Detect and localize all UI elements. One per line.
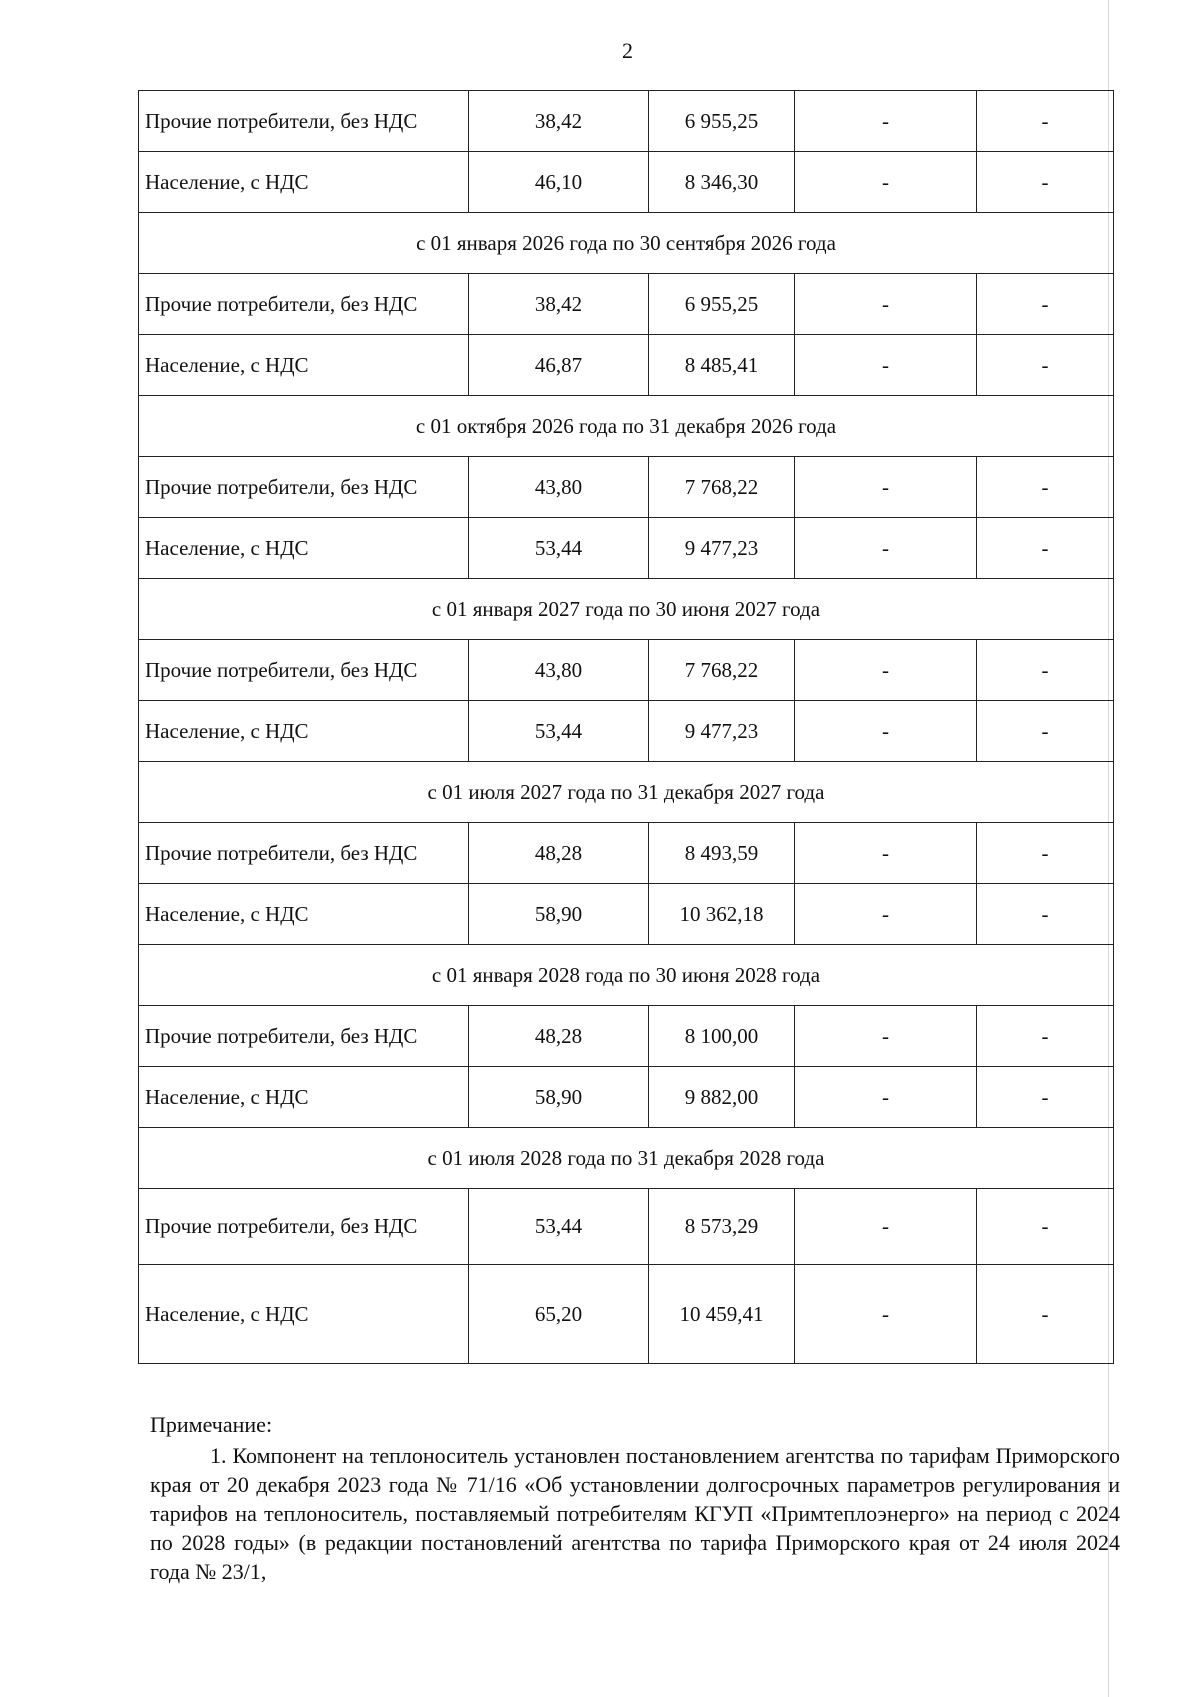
period-heading: с 01 января 2028 года по 30 июня 2028 года <box>139 945 1114 1006</box>
empty-value-cell: - <box>795 274 977 335</box>
value-cell: 43,80 <box>469 640 649 701</box>
period-heading: с 01 июля 2027 года по 31 декабря 2027 года <box>139 762 1114 823</box>
empty-value-cell: - <box>977 152 1114 213</box>
consumer-cell: Население, с НДС <box>139 884 469 945</box>
table-row <box>139 1189 1114 1265</box>
value-cell: 8 485,41 <box>649 335 795 396</box>
value-cell: 6 955,25 <box>649 274 795 335</box>
empty-value-cell: - <box>795 1265 977 1364</box>
table-row <box>139 884 1114 945</box>
table-row <box>139 457 1114 518</box>
empty-value-cell: - <box>795 518 977 579</box>
value-cell: 38,42 <box>469 91 649 152</box>
consumer-cell: Прочие потребители, без НДС <box>139 274 469 335</box>
consumer-cell: Население, с НДС <box>139 701 469 762</box>
consumer-cell: Население, с НДС <box>139 335 469 396</box>
period-row <box>139 579 1114 640</box>
value-cell: 8 346,30 <box>649 152 795 213</box>
empty-value-cell: - <box>795 1189 977 1265</box>
empty-value-cell: - <box>977 91 1114 152</box>
table-row <box>139 701 1114 762</box>
consumer-cell: Прочие потребители, без НДС <box>139 457 469 518</box>
value-cell: 46,87 <box>469 335 649 396</box>
empty-value-cell: - <box>977 457 1114 518</box>
value-cell: 7 768,22 <box>649 640 795 701</box>
period-row <box>139 213 1114 274</box>
empty-value-cell: - <box>977 823 1114 884</box>
consumer-cell: Прочие потребители, без НДС <box>139 91 469 152</box>
note-paragraph: 1. Компонент на теплоноситель установлен постановлением агентства по тарифам Приморского края от 20 декабря 2023 года № 71/16 «Об установлении долгосрочных параметров регулирования и тарифов на теплоноситель, поставляемый потребителям КГУП «Примтеплоэнерго» на период с 2024 по 2028 годы» (в редакции постановлений агентства по тарифа Приморского края от 24 июля 2024 года № 23/1, <box>150 1443 1120 1584</box>
period-heading: с 01 января 2027 года по 30 июня 2027 года <box>139 579 1114 640</box>
period-row <box>139 1128 1114 1189</box>
period-row <box>139 762 1114 823</box>
table-row <box>139 1067 1114 1128</box>
table-row <box>139 1265 1114 1364</box>
consumer-cell: Прочие потребители, без НДС <box>139 640 469 701</box>
value-cell: 53,44 <box>469 518 649 579</box>
period-row <box>139 396 1114 457</box>
value-cell: 8 100,00 <box>649 1006 795 1067</box>
page-number: 2 <box>622 38 633 63</box>
empty-value-cell: - <box>795 884 977 945</box>
period-heading: с 01 октября 2026 года по 31 декабря 2026 года <box>139 396 1114 457</box>
table-row <box>139 640 1114 701</box>
table-row <box>139 91 1114 152</box>
value-cell: 53,44 <box>469 1189 649 1265</box>
consumer-cell: Прочие потребители, без НДС <box>139 1006 469 1067</box>
consumer-cell: Население, с НДС <box>139 1067 469 1128</box>
notes-section <box>150 1410 1120 1586</box>
empty-value-cell: - <box>795 152 977 213</box>
value-cell: 38,42 <box>469 274 649 335</box>
empty-value-cell: - <box>795 1006 977 1067</box>
value-cell: 9 477,23 <box>649 701 795 762</box>
empty-value-cell: - <box>977 274 1114 335</box>
consumer-cell: Население, с НДС <box>139 152 469 213</box>
value-cell: 10 459,41 <box>649 1265 795 1364</box>
value-cell: 10 362,18 <box>649 884 795 945</box>
consumer-cell: Прочие потребители, без НДС <box>139 823 469 884</box>
empty-value-cell: - <box>977 518 1114 579</box>
empty-value-cell: - <box>795 91 977 152</box>
consumer-cell: Население, с НДС <box>139 1265 469 1364</box>
empty-value-cell: - <box>977 1189 1114 1265</box>
empty-value-cell: - <box>795 335 977 396</box>
empty-value-cell: - <box>795 457 977 518</box>
value-cell: 9 882,00 <box>649 1067 795 1128</box>
value-cell: 8 493,59 <box>649 823 795 884</box>
value-cell: 65,20 <box>469 1265 649 1364</box>
table-row <box>139 823 1114 884</box>
empty-value-cell: - <box>977 701 1114 762</box>
empty-value-cell: - <box>795 701 977 762</box>
value-cell: 53,44 <box>469 701 649 762</box>
table-row <box>139 335 1114 396</box>
value-cell: 43,80 <box>469 457 649 518</box>
period-heading: с 01 января 2026 года по 30 сентября 2026 года <box>139 213 1114 274</box>
empty-value-cell: - <box>795 823 977 884</box>
value-cell: 48,28 <box>469 1006 649 1067</box>
value-cell: 6 955,25 <box>649 91 795 152</box>
period-row <box>139 945 1114 1006</box>
value-cell: 46,10 <box>469 152 649 213</box>
value-cell: 8 573,29 <box>649 1189 795 1265</box>
empty-value-cell: - <box>977 640 1114 701</box>
table-row <box>139 274 1114 335</box>
table-row <box>139 518 1114 579</box>
empty-value-cell: - <box>795 1067 977 1128</box>
empty-value-cell: - <box>977 1265 1114 1364</box>
value-cell: 58,90 <box>469 1067 649 1128</box>
tariff-table <box>138 90 1114 1364</box>
value-cell: 48,28 <box>469 823 649 884</box>
value-cell: 58,90 <box>469 884 649 945</box>
empty-value-cell: - <box>977 884 1114 945</box>
empty-value-cell: - <box>977 1067 1114 1128</box>
empty-value-cell: - <box>795 640 977 701</box>
empty-value-cell: - <box>977 335 1114 396</box>
note-title: Примечание: <box>150 1412 273 1437</box>
empty-value-cell: - <box>977 1006 1114 1067</box>
value-cell: 9 477,23 <box>649 518 795 579</box>
table-row <box>139 152 1114 213</box>
consumer-cell: Прочие потребители, без НДС <box>139 1189 469 1265</box>
table-row <box>139 1006 1114 1067</box>
value-cell: 7 768,22 <box>649 457 795 518</box>
period-heading: с 01 июля 2028 года по 31 декабря 2028 года <box>139 1128 1114 1189</box>
consumer-cell: Население, с НДС <box>139 518 469 579</box>
